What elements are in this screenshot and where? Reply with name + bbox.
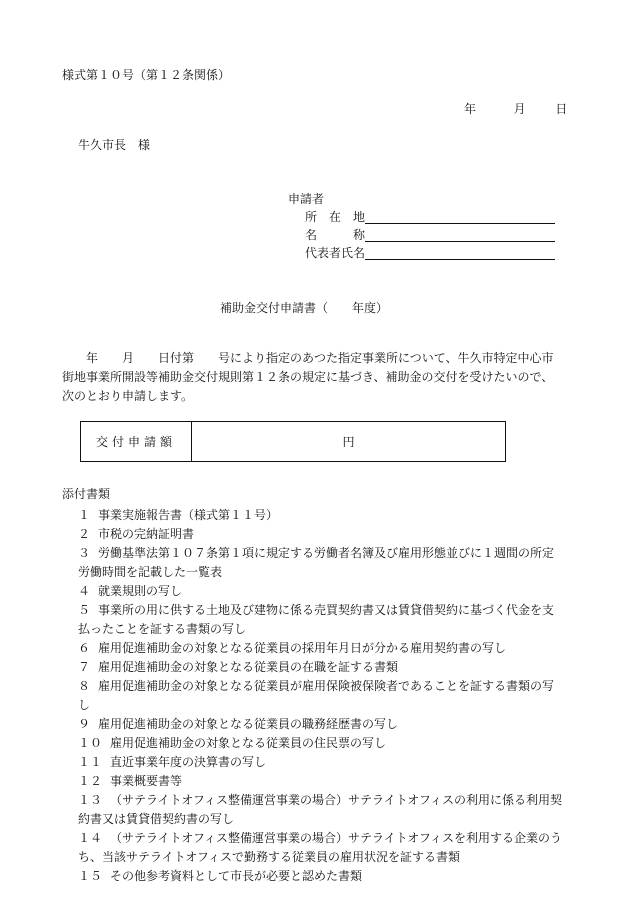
addressee: 牛久市長 様 (78, 138, 151, 152)
list-item-number: ２ (78, 527, 91, 541)
list-item-text: （サテライトオフィス整備運営事業の場合）サテライトオフィスを利用する企業のうち、当該サテライトオフィスで勤務する従業員の雇用状況を証する書類 (78, 831, 562, 864)
list-item (62, 829, 562, 867)
list-item-text: 雇用促進補助金の対象となる従業員の採用年月日が分かる雇用契約書の写し (98, 641, 507, 655)
applicant-heading: 申請者 (288, 192, 325, 206)
date-month: 月 (513, 102, 526, 116)
list-item (62, 506, 562, 525)
list-item (62, 772, 562, 791)
list-item-number: ３ (78, 546, 91, 560)
list-item-text: 事業実施報告書（様式第１１号） (98, 508, 279, 522)
list-item-number: １１ (78, 755, 103, 769)
list-item-number: ６ (78, 641, 91, 655)
list-item (62, 639, 562, 658)
list-item-number: １３ (78, 793, 103, 807)
list-item-number: ４ (78, 584, 91, 598)
list-item (62, 582, 562, 601)
date-line (464, 101, 567, 117)
amount-box (80, 421, 506, 462)
field-name-label: 名 称 (305, 228, 366, 242)
list-item-text: 市税の完納証明書 (98, 527, 195, 541)
list-item (62, 525, 562, 544)
amount-unit: 円 (342, 435, 355, 449)
form-number: 様式第１０号（第１２条関係） (62, 68, 231, 82)
list-item-number: ５ (78, 603, 91, 617)
list-item-text: 雇用促進補助金の対象となる従業員が雇用保険被保険者であることを証する書類の写し (78, 679, 555, 712)
body-paragraph: 年 月 日付第 号により指定のあつた指定事業所について、牛久市特定中心市街地事業所開設等補助金交付規則第１２条の規定に基づき、補助金の交付を受けたいので、次のとおり申請します。 (62, 351, 554, 403)
field-address-line (365, 223, 555, 224)
list-item (62, 601, 562, 639)
list-item (62, 544, 562, 582)
list-item-text: 雇用促進補助金の対象となる従業員の在職を証する書類 (98, 660, 399, 674)
attachments-heading: 添付書類 (62, 487, 111, 501)
list-item (62, 867, 562, 886)
list-item-text: 直近事業年度の決算書の写し (110, 755, 267, 769)
date-day: 日 (555, 102, 568, 116)
list-item-text: 雇用促進補助金の対象となる従業員の職務経歴書の写し (98, 717, 399, 731)
field-representative-line (365, 259, 555, 260)
list-item (62, 734, 562, 753)
date-year: 年 (464, 102, 477, 116)
list-item-text: 雇用促進補助金の対象となる従業員の住民票の写し (110, 736, 387, 750)
list-item-number: １０ (78, 736, 103, 750)
list-item-text: 事業概要書等 (110, 774, 183, 788)
attachments-list (62, 506, 562, 886)
field-representative-label: 代表者氏名 (305, 246, 366, 260)
list-item-number: ８ (78, 679, 91, 693)
list-item-text: （サテライトオフィス整備運営事業の場合）サテライトオフィスの利用に係る利用契約書又は賃貸借契約書の写し (78, 793, 562, 826)
list-item (62, 791, 562, 829)
field-address-label: 所 在 地 (305, 210, 366, 224)
list-item-number: １５ (78, 869, 103, 883)
list-item-number: ９ (78, 717, 91, 731)
list-item-number: ７ (78, 660, 91, 674)
list-item (62, 677, 562, 715)
list-item-number: １２ (78, 774, 103, 788)
amount-label: 交付申請額 (81, 422, 192, 461)
list-item-text: 就業規則の写し (98, 584, 183, 598)
field-name-line (365, 241, 555, 242)
list-item-number: １４ (78, 831, 103, 845)
list-item-text: 事業所の用に供する土地及び建物に係る売買契約書又は賃貸借契約に基づく代金を支払ったことを証する書類の写し (78, 603, 555, 636)
list-item-text: 労働基準法第１０７条第１項に規定する労働者名簿及び雇用形態並びに１週間の所定労働時間を記載した一覧表 (78, 546, 555, 579)
list-item-number: １ (78, 508, 91, 522)
document-title: 補助金交付申請書（ 年度） (220, 301, 389, 315)
list-item (62, 715, 562, 734)
list-item (62, 658, 562, 677)
list-item-text: その他参考資料として市長が必要と認めた書類 (110, 869, 363, 883)
list-item (62, 753, 562, 772)
amount-value-field[interactable] (192, 422, 505, 461)
